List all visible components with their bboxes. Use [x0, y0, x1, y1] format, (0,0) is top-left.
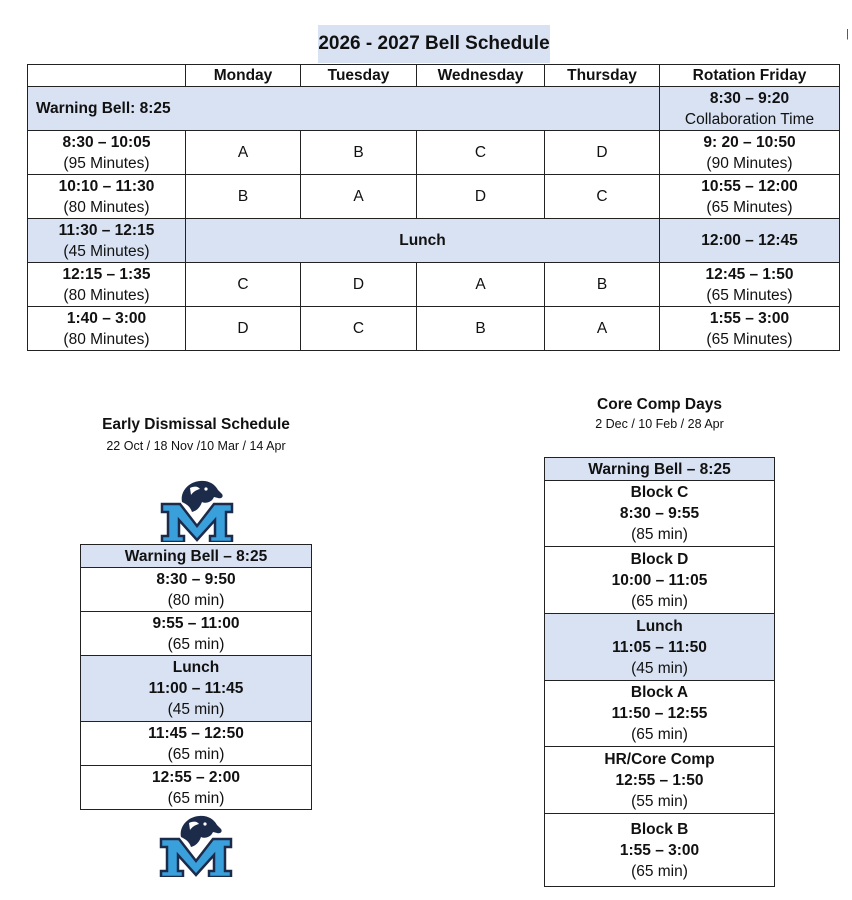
block-cell: B — [545, 263, 660, 307]
header-rotation-friday: Rotation Friday — [660, 65, 840, 87]
mustang-m-logo-bottom-icon — [150, 813, 242, 877]
mustang-m-logo-icon — [160, 478, 234, 542]
table-row — [28, 263, 840, 307]
time-cell: 1:40 – 3:00 (80 Minutes) — [28, 307, 186, 351]
block-cell: D — [545, 131, 660, 175]
block-cell: D — [186, 307, 301, 351]
early-warning-cell: Warning Bell – 8:25 — [81, 545, 312, 568]
early-lunch-item: Lunch 11:00 – 11:45 (45 min) — [81, 656, 312, 722]
list-item: 11:45 – 12:50 (65 min) — [81, 722, 312, 766]
core-comp-dates: 2 Dec / 10 Feb / 28 Apr — [595, 417, 724, 431]
friday-time-cell: 1:55 – 3:00 (65 Minutes) — [660, 307, 840, 351]
friday-collab-cell: 8:30 – 9:20 Collaboration Time — [660, 87, 840, 131]
list-item: Block B 1:55 – 3:00 (65 min) — [545, 814, 775, 887]
block-cell: D — [417, 175, 545, 219]
friday-time-cell: 9: 20 – 10:50 (90 Minutes) — [660, 131, 840, 175]
early-dismissal-table — [80, 544, 312, 810]
block-cell: C — [545, 175, 660, 219]
table-row — [28, 175, 840, 219]
block-cell: B — [417, 307, 545, 351]
block-cell: A — [417, 263, 545, 307]
table-row — [28, 307, 840, 351]
early-dismissal-title: Early Dismissal Schedule — [102, 416, 290, 433]
block-cell: A — [545, 307, 660, 351]
table-row — [28, 131, 840, 175]
list-item: Block D 10:00 – 11:05 (65 min) — [545, 547, 775, 614]
list-item: 12:55 – 2:00 (65 min) — [81, 766, 312, 810]
friday-time-cell: 10:55 – 12:00 (65 Minutes) — [660, 175, 840, 219]
lunch-time-cell: 11:30 – 12:15 (45 Minutes) — [28, 219, 186, 263]
page-title: 2026 - 2027 Bell Schedule — [318, 25, 550, 63]
list-item: HR/Core Comp 12:55 – 1:50 (55 min) — [545, 747, 775, 814]
list-item: 9:55 – 11:00 (65 min) — [81, 612, 312, 656]
header-row — [28, 65, 840, 87]
lunch-label-cell: Lunch — [186, 219, 660, 263]
time-cell: 12:15 – 1:35 (80 Minutes) — [28, 263, 186, 307]
time-cell: 10:10 – 11:30 (80 Minutes) — [28, 175, 186, 219]
core-comp-title: Core Comp Days — [597, 396, 722, 413]
header-tuesday: Tuesday — [301, 65, 417, 87]
header-thursday: Thursday — [545, 65, 660, 87]
block-cell: D — [301, 263, 417, 307]
header-monday: Monday — [186, 65, 301, 87]
block-cell: A — [301, 175, 417, 219]
block-cell: B — [301, 131, 417, 175]
block-cell: B — [186, 175, 301, 219]
warning-row — [28, 87, 840, 131]
block-cell: A — [186, 131, 301, 175]
corner-mark: | — [846, 28, 849, 40]
warning-bell-cell: Warning Bell: 8:25 — [28, 87, 660, 131]
header-empty — [28, 65, 186, 87]
list-item: Block C 8:30 – 9:55 (85 min) — [545, 481, 775, 547]
header-wednesday: Wednesday — [417, 65, 545, 87]
friday-lunch-cell: 12:00 – 12:45 — [660, 219, 840, 263]
block-cell: C — [186, 263, 301, 307]
block-cell: C — [301, 307, 417, 351]
core-lunch-item: Lunch 11:05 – 11:50 (45 min) — [545, 614, 775, 681]
list-item: Block A 11:50 – 12:55 (65 min) — [545, 681, 775, 747]
time-cell: 8:30 – 10:05 (95 Minutes) — [28, 131, 186, 175]
bell-schedule-table — [27, 64, 840, 351]
list-item: 8:30 – 9:50 (80 min) — [81, 568, 312, 612]
block-cell: C — [417, 131, 545, 175]
friday-time-cell: 12:45 – 1:50 (65 Minutes) — [660, 263, 840, 307]
early-dismissal-dates: 22 Oct / 18 Nov /10 Mar / 14 Apr — [106, 439, 286, 453]
lunch-row — [28, 219, 840, 263]
core-comp-table — [544, 457, 775, 887]
core-warning-cell: Warning Bell – 8:25 — [545, 458, 775, 481]
